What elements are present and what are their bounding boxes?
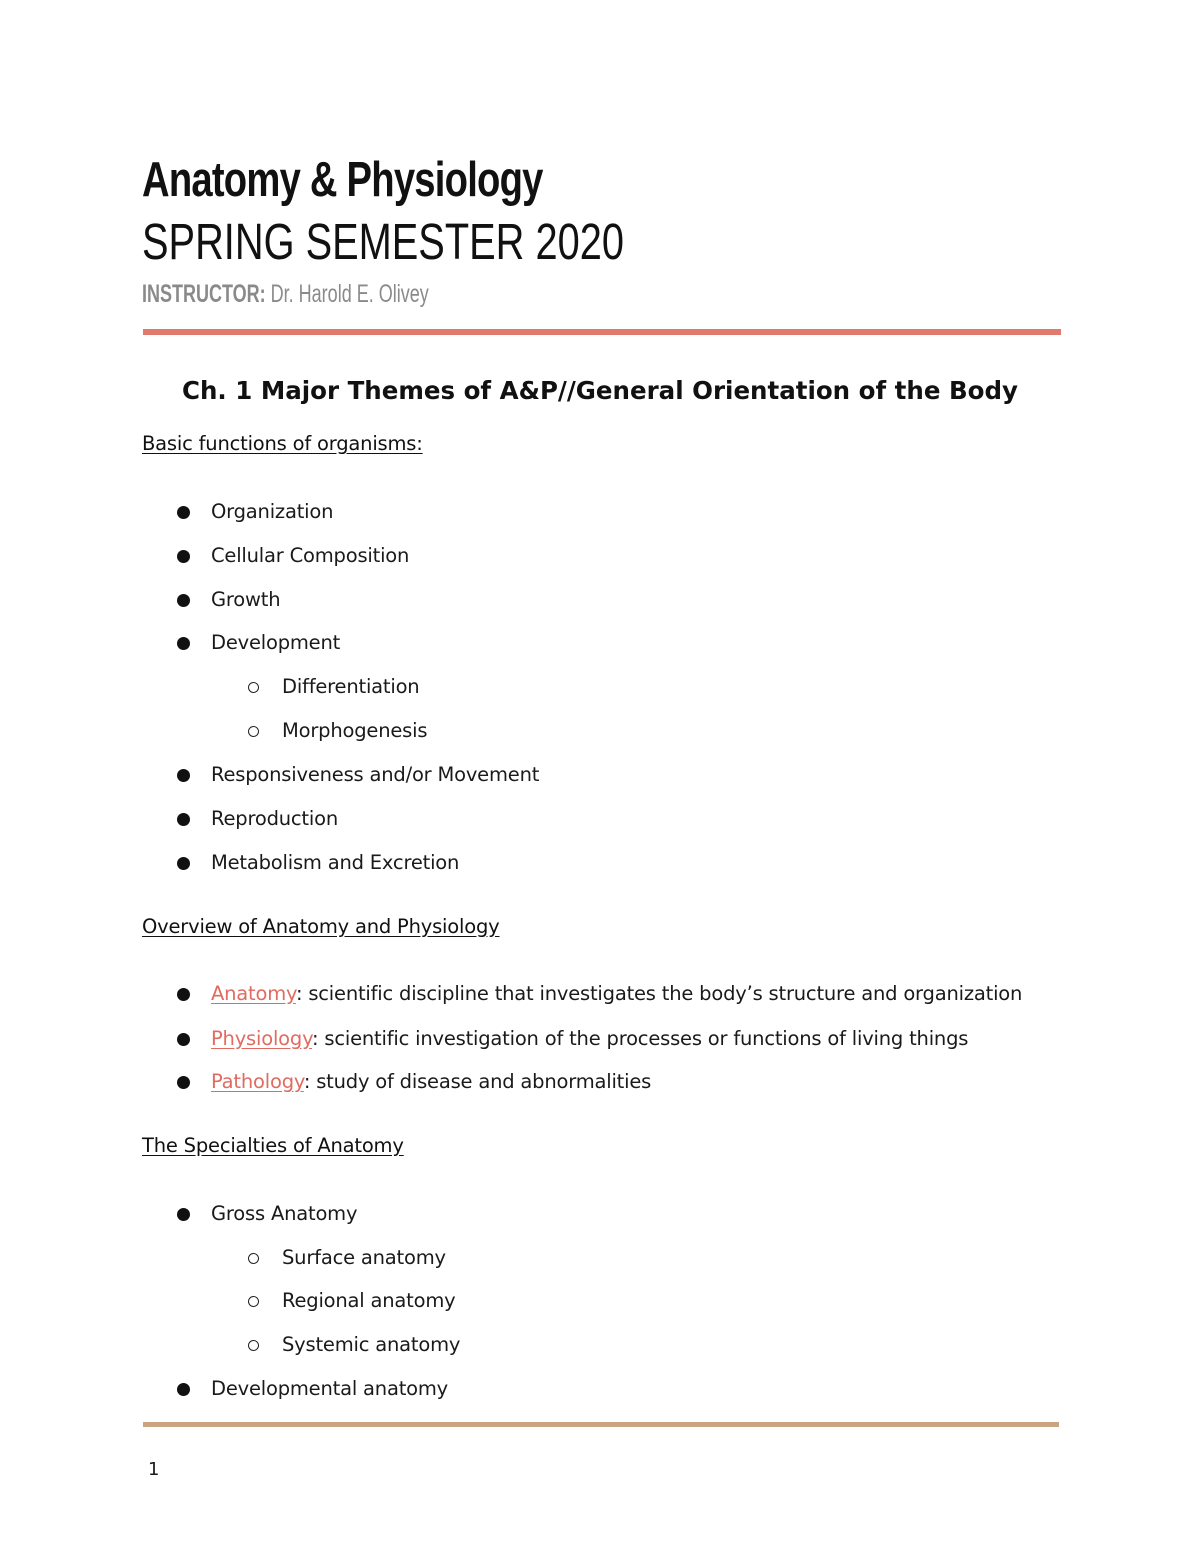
bullet-icon: [177, 594, 190, 607]
list-item: [211, 805, 338, 833]
bullet-icon: [177, 769, 190, 782]
bullet-icon: [177, 637, 190, 650]
instructor-line: [142, 279, 429, 309]
document-title: Anatomy & Physiology: [142, 153, 543, 207]
section-heading-basic-functions: Basic functions of organisms:: [142, 432, 423, 455]
sub-list-item: [282, 1244, 446, 1272]
instructor-name: Dr. Harold E. Olivey: [265, 280, 429, 308]
hollow-bullet-icon: [248, 726, 259, 737]
definition-text: : scientific investigation of the processes or functions of living things: [312, 1027, 969, 1050]
list-item: [211, 498, 333, 526]
page-number: 1: [148, 1459, 160, 1480]
list-item-text: Responsiveness and/or Movement: [211, 763, 540, 786]
list-item-text: Growth: [211, 588, 281, 611]
bullet-icon: [177, 1076, 190, 1089]
definition-item: [211, 1025, 968, 1053]
hollow-bullet-icon: [248, 1340, 259, 1351]
hollow-bullet-icon: [248, 682, 259, 693]
definition-item: [211, 1068, 651, 1096]
bullet-icon: [177, 988, 190, 1001]
term-link-physiology[interactable]: Physiology: [211, 1027, 313, 1050]
list-item-text: Organization: [211, 500, 334, 523]
sub-list-item: [282, 1287, 456, 1315]
list-item-text: Gross Anatomy: [211, 1202, 358, 1225]
bullet-icon: [177, 1383, 190, 1396]
bullet-icon: [177, 813, 190, 826]
list-item-text: Cellular Composition: [211, 544, 410, 567]
instructor-label: INSTRUCTOR:: [142, 280, 266, 308]
list-item-text: Differentiation: [282, 675, 420, 698]
hollow-bullet-icon: [248, 1296, 259, 1307]
list-item: [211, 542, 409, 570]
section-heading-overview: Overview of Anatomy and Physiology: [142, 915, 500, 938]
definition-text: : study of disease and abnormalities: [303, 1070, 652, 1093]
list-item-text: Systemic anatomy: [282, 1333, 461, 1356]
definition-text: : scientific discipline that investigates the body’s structure and organization: [295, 982, 1023, 1005]
list-item-text: Surface anatomy: [282, 1246, 446, 1269]
term-link-pathology[interactable]: Pathology: [211, 1070, 304, 1093]
sub-list-item: [282, 717, 427, 745]
bullet-icon: [177, 857, 190, 870]
chapter-title: Ch. 1 Major Themes of A&P//General Orientation of the Body: [181, 376, 1018, 405]
term-link-anatomy[interactable]: Anatomy: [211, 982, 296, 1005]
bullet-icon: [177, 506, 190, 519]
semester-subtitle: SPRING SEMESTER 2020: [142, 213, 624, 270]
list-item: [211, 761, 539, 789]
list-item-text: Development: [211, 631, 341, 654]
bullet-icon: [177, 1033, 190, 1046]
list-item-text: Morphogenesis: [282, 719, 428, 742]
hollow-bullet-icon: [248, 1253, 259, 1264]
list-item-text: Regional anatomy: [282, 1289, 456, 1312]
bullet-icon: [177, 1208, 190, 1221]
sub-list-item: [282, 1331, 460, 1359]
section-heading-specialties: The Specialties of Anatomy: [142, 1134, 404, 1157]
list-item: [211, 1200, 357, 1228]
definition-item: [211, 980, 1022, 1008]
list-item-text: Reproduction: [211, 807, 338, 830]
sub-list-item: [282, 673, 419, 701]
list-item-text: Metabolism and Excretion: [211, 851, 460, 874]
list-item-text: Developmental anatomy: [211, 1377, 449, 1400]
footer-divider: [143, 1422, 1059, 1427]
list-item: [211, 586, 280, 614]
list-item: [211, 629, 340, 657]
header-divider: [143, 329, 1061, 335]
list-item: [211, 849, 459, 877]
list-item: [211, 1375, 448, 1403]
bullet-icon: [177, 550, 190, 563]
